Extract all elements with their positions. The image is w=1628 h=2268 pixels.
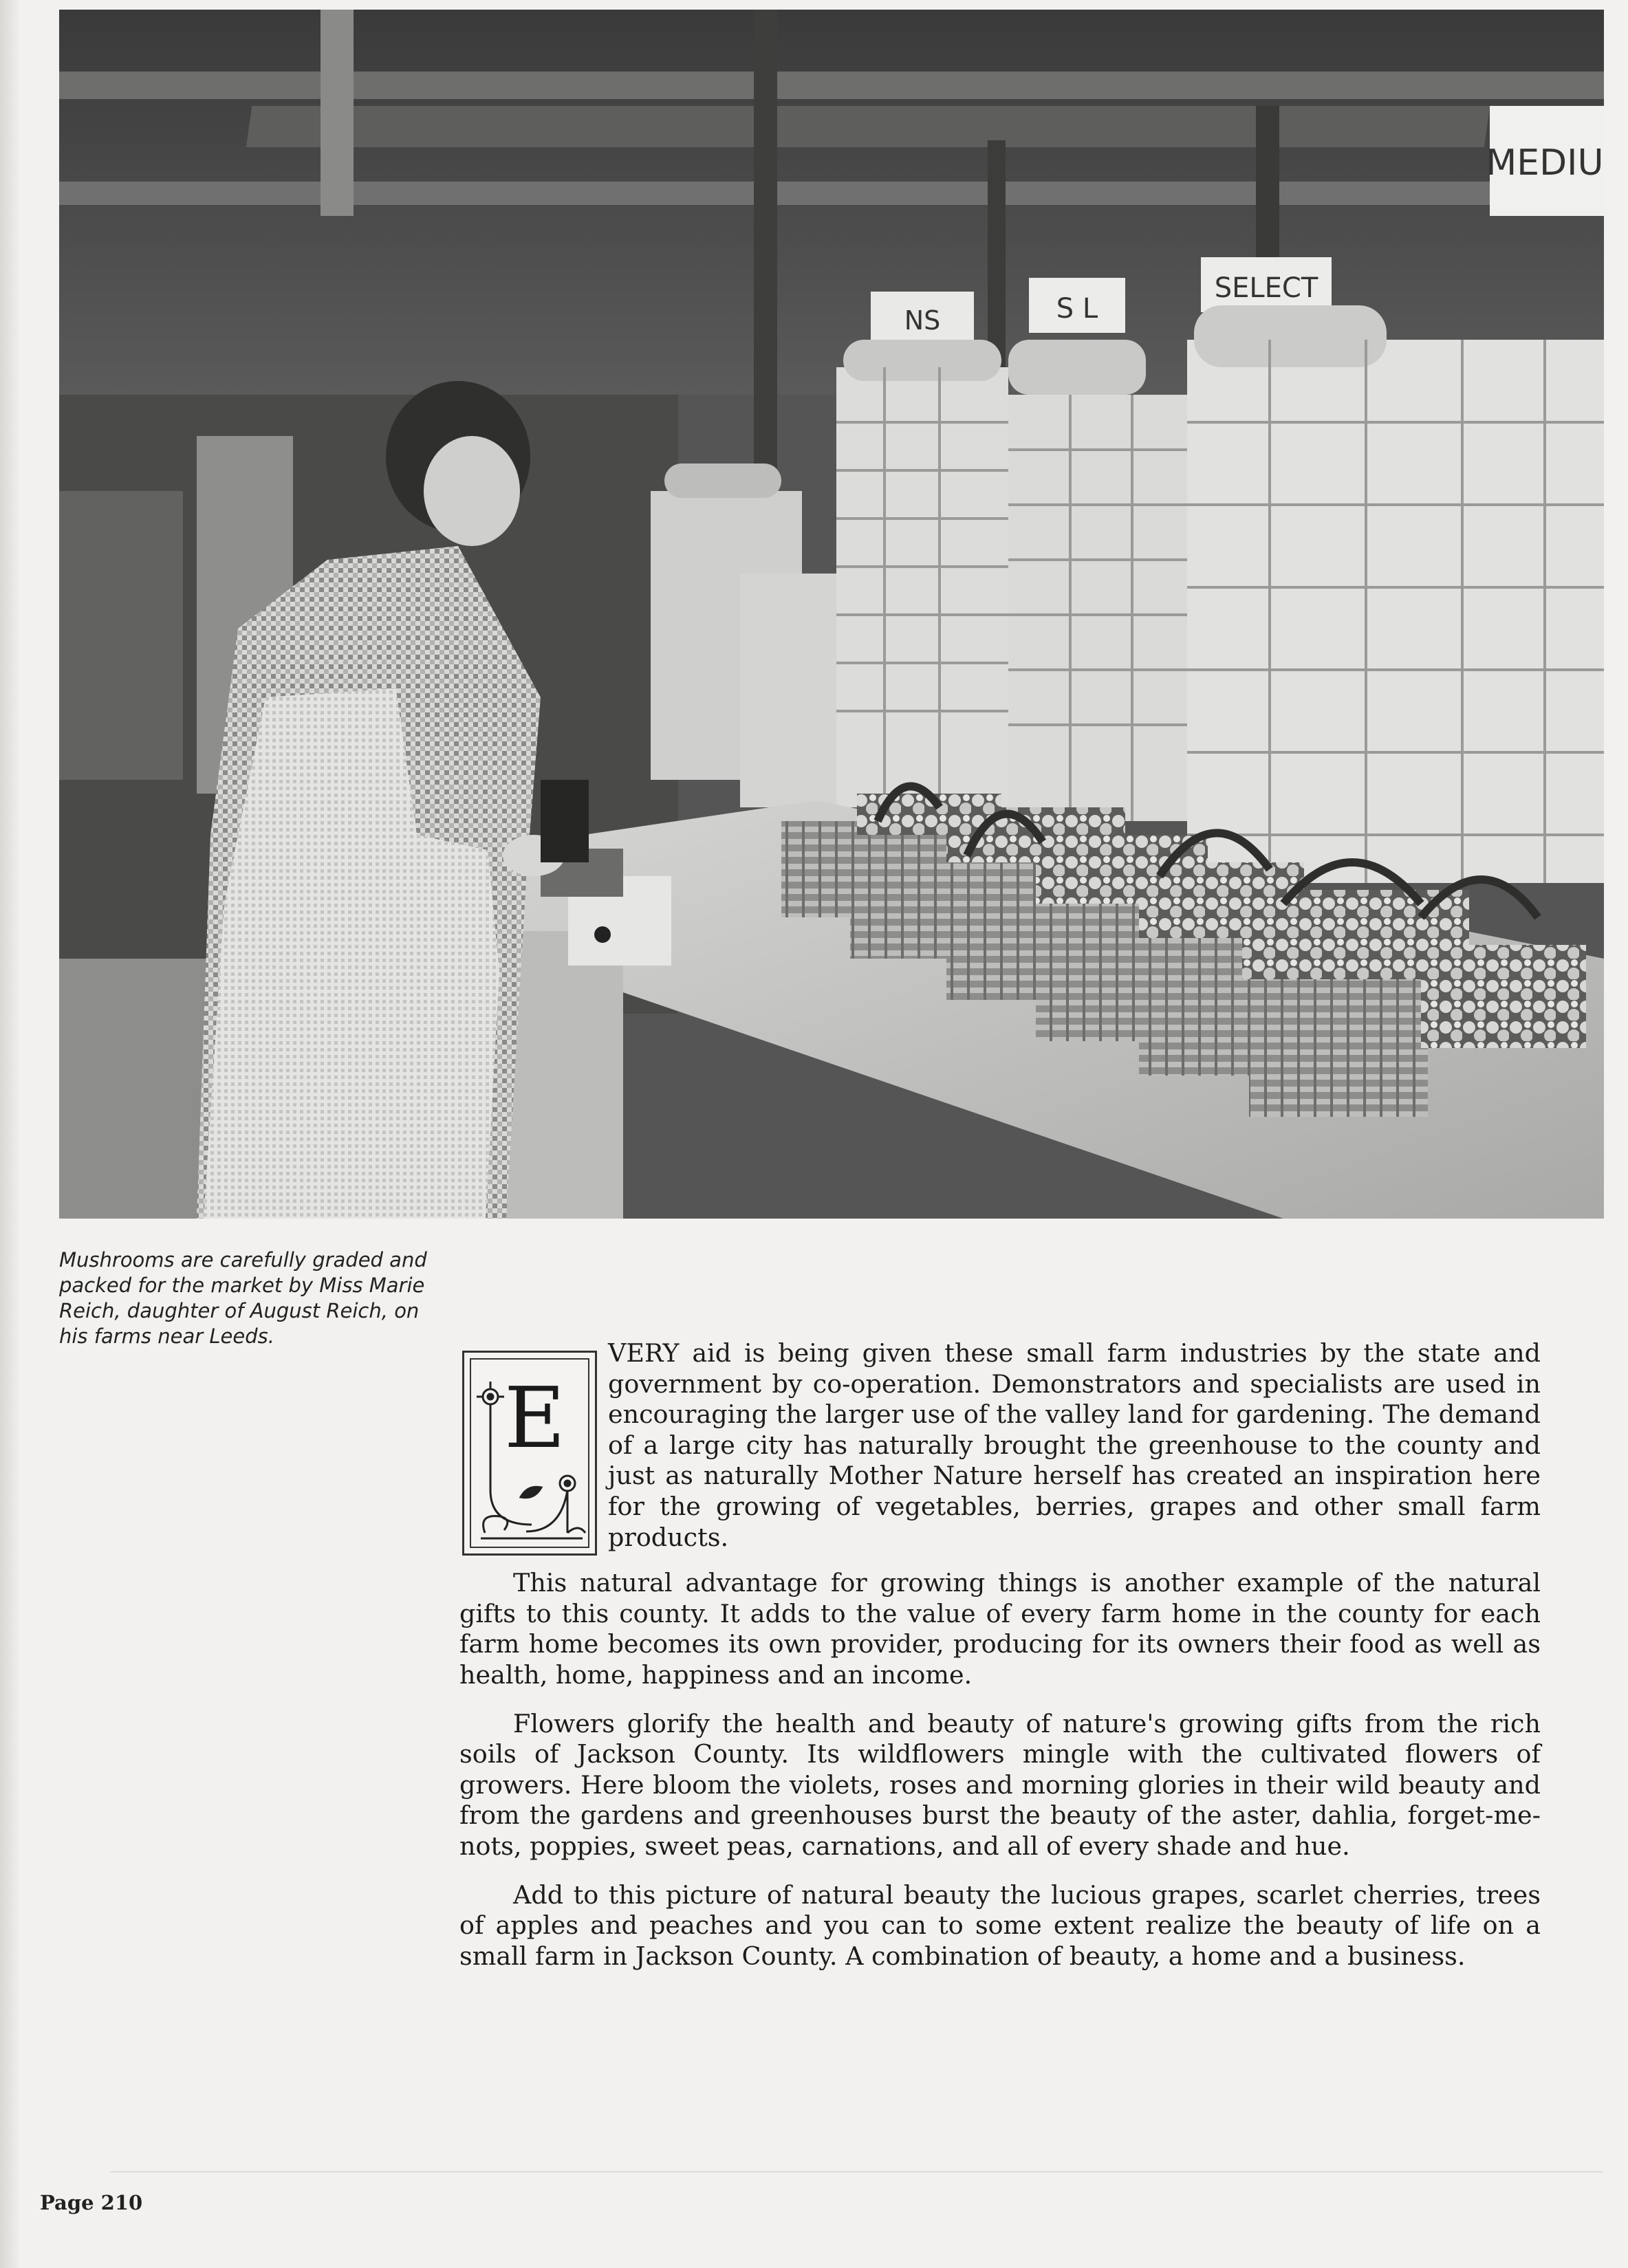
photo-illustration	[59, 10, 1604, 1219]
mushroom-packing-photo	[59, 10, 1604, 1219]
paragraph-flowers: Flowers glorify the health and beauty of nature's growing gifts from the rich soils of Jackson County. Its wildflowers mingle with the cultivated flowers of growers. Here bloom the violets, roses and morning glories in their wild beauty and from the gardens and greenhouses burst the beauty of the aster, dahlia, forget-me-nots, poppies, sweet peas, carnations, and all of every shade and hue.	[459, 1708, 1541, 1861]
lead-paragraph: VERY aid is being given these small farm industries by the state and government by co-operation. Demonstrators and specialists are used in encouraging the larger use of the valley land for gardening. The demand of a large city has naturally brought the greenhouse to the county and just as naturally Mother Nature herself has created an inspiration here for the growing of vegetables, berries, grapes and other small farm products.	[608, 1338, 1541, 1552]
paragraph-natural-advantage: This natural advantage for growing things is another example of the natural gifts to this county. It adds to the value of every farm home in the county for each farm home becomes its own provider, producing for its owners their food as well as health, home, happiness and an income.	[459, 1568, 1541, 1690]
sign-medium-text: MEDIU	[1486, 142, 1604, 184]
sign-small-text: S L	[1056, 293, 1098, 325]
page-edge	[0, 0, 19, 2268]
drop-cap-letter: E	[504, 1369, 566, 1467]
article-body	[459, 1338, 1541, 1972]
photo-caption: Mushrooms are carefully graded and packed for the market by Miss Marie Reich, daughter of August Reich, on his farms near Leeds.	[59, 1248, 427, 1348]
sign-ns-text: NS	[904, 305, 941, 336]
paragraph-natural-beauty: Add to this picture of natural beauty the lucious grapes, scarlet cherries, trees of apples and peaches and you can to some extent realize the beauty of life on a small farm in Jackson County. A combination of beauty, a home and a business.	[459, 1879, 1541, 1971]
page-number: Page 210	[40, 2191, 143, 2214]
footer-rule	[110, 2171, 1603, 2172]
sign-select-text: SELECT	[1214, 272, 1318, 304]
